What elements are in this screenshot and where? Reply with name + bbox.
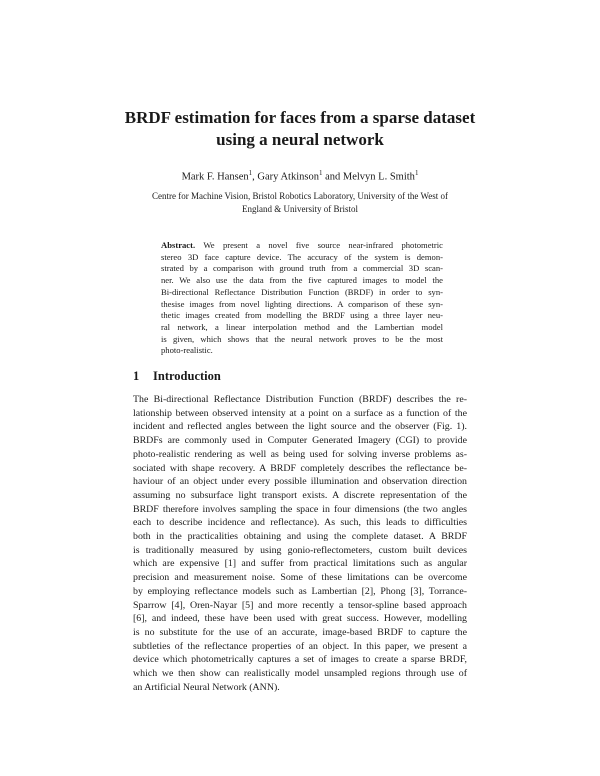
body-line: is traditionally measured by using gonio-reflectometers, custom built devices	[133, 544, 467, 556]
abstract-line: strated by a comparison with ground truth from a commercial 3D scan-	[161, 263, 443, 274]
author-1: Mark F. Hansen	[181, 171, 249, 183]
abstract-line: stereo 3D face capture device. The accuracy of the system is demon-	[161, 251, 443, 262]
body-line: BRDF therefore involves sampling the space in four dimensions (the two angles	[133, 503, 467, 515]
body-line: an Artificial Neural Network (ANN).	[133, 681, 280, 693]
abstract-line: is given, which shows that the neural network proves to be the most	[161, 333, 443, 344]
body-line: assuming no subsurface light transport exists. A discrete representation of the	[133, 489, 467, 501]
affiliation	[150, 190, 450, 215]
author-3-affil-mark: 1	[414, 169, 419, 177]
section-number: 1	[133, 369, 140, 383]
section-title: Introduction	[153, 369, 221, 383]
title-line-1: BRDF estimation for faces from a sparse dataset	[124, 108, 476, 127]
author-2: Gary Atkinson	[257, 171, 319, 183]
abstract-line: ner. We also use the data from the five captured images to model the	[161, 275, 443, 286]
abstract-block	[161, 240, 443, 357]
abstract-line: thetic images created from modelling the BRDF using a three layer neu-	[161, 310, 443, 321]
paper-title	[100, 107, 500, 151]
abstract-line: ral network, a linear interpolation method and the Lambertian model	[161, 321, 443, 332]
body-line: photo-realistic rendering as well as being used for solving inverse problems as-	[133, 448, 467, 460]
body-line: BRDFs are commonly used in Computer Generated Imagery (CGI) to provide	[133, 435, 467, 447]
body-line: precision and measurement noise. Some of these limitations can be overcome	[133, 572, 467, 584]
body-line: Sparrow [4], Oren-Nayar [5] and more recently a tensor-spline based approach	[133, 599, 467, 611]
body-line: device which photometrically captures a set of images to create a sparse BRDF,	[133, 654, 467, 666]
affiliation-line-1: Centre for Machine Vision, Bristol Robotics Laboratory, University of the West of	[151, 191, 448, 201]
abstract-line: Bi-directional Reflectance Distribution Function (BRDF) in order to syn-	[161, 286, 443, 297]
introduction-body	[133, 393, 467, 694]
body-line: by employing reflectance models such as Lambertian [2], Phong [3], Torrance-	[133, 585, 467, 597]
body-line: which are expensive [1] and suffer from practical limitations such as angular	[133, 558, 467, 570]
author-3: Melvyn L. Smith	[342, 171, 415, 183]
author-list	[100, 166, 500, 185]
body-line: is no substitute for the use of an accurate, image-based BRDF to capture the	[133, 626, 467, 638]
abstract-line: thesise images from novel lighting directions. A comparison of these syn-	[161, 298, 443, 309]
body-line: incident and reflected angles between the light source and the observer (Fig. 1).	[133, 421, 467, 433]
body-line: haviour of an object under every possible illumination and observation direction	[133, 476, 467, 488]
body-line: sociated with shape recovery. A BRDF completely describes the reflectance be-	[133, 462, 467, 474]
body-line: which we then show can realistically model unsampled regions through use of	[133, 668, 467, 680]
affiliation-line-2: England & University of Bristol	[242, 203, 358, 214]
body-line: both in the practicalities obtaining and using the complete dataset. A BRDF	[133, 531, 467, 543]
author-separator-1: ,	[252, 171, 258, 183]
body-line: [6], and indeed, these have been used with great success. However, modelling	[133, 613, 467, 625]
body-line: subtleties of the reflectance properties of an object. In this paper, we present a	[133, 640, 467, 652]
title-line-2: using a neural network	[216, 130, 384, 149]
abstract-label: Abstract.	[161, 240, 196, 250]
body-line: each to describe incidence and reflectance). As such, this leads to difficulties	[133, 517, 467, 529]
abstract-line: photo-realistic.	[161, 345, 213, 356]
author-1-affil-mark: 1	[248, 169, 253, 177]
body-line: The Bi-directional Reflectance Distribution Function (BRDF) describes the re-	[133, 394, 467, 405]
abstract-line: Abstract. We present a novel five source near-infrared photometric	[161, 240, 443, 250]
author-separator-2: and	[322, 171, 343, 183]
body-line: lationship between observed intensity at a point on a surface as a function of the	[133, 407, 467, 419]
author-2-affil-mark: 1	[318, 169, 323, 177]
section-heading-introduction	[133, 369, 221, 384]
